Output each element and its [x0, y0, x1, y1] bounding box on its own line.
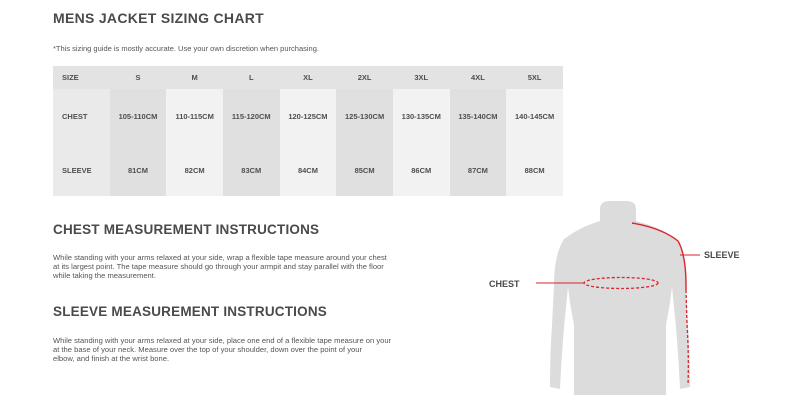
sleeve-label: SLEEVE — [704, 250, 740, 260]
disclaimer-note: *This sizing guide is mostly accurate. Use your own discretion when purchasing. — [53, 44, 319, 53]
sleeve-line: at the base of your neck. Measure over the top of your shoulder, down over the point of your — [53, 345, 362, 354]
sleeve-heading: SLEEVE MEASUREMENT INSTRUCTIONS — [53, 304, 327, 319]
table-cell: 115-120CM — [223, 89, 280, 144]
table-header-row — [53, 66, 563, 89]
header-cell: L — [223, 66, 280, 89]
chest-line: at its largest point. The tape measure should go through your armpit and stay parallel with the floor — [53, 262, 384, 271]
header-cell: 2XL — [336, 66, 393, 89]
header-cell: 3XL — [393, 66, 450, 89]
header-cell: XL — [280, 66, 337, 89]
header-cell: 5XL — [506, 66, 563, 89]
table-cell: 82CM — [166, 144, 223, 196]
table-cell: 110-115CM — [166, 89, 223, 144]
table-cell: 135-140CM — [450, 89, 507, 144]
table-cell: 83CM — [223, 144, 280, 196]
table-row — [53, 89, 563, 144]
chest-heading: CHEST MEASUREMENT INSTRUCTIONS — [53, 222, 320, 237]
sleeve-instructions — [53, 336, 513, 363]
sizing-table — [53, 66, 563, 196]
header-cell: S — [110, 66, 167, 89]
chest-line: while taking the measurement. — [53, 271, 156, 280]
header-cell: SIZE — [53, 66, 110, 89]
torso-figure — [480, 195, 800, 400]
chest-instructions — [53, 253, 513, 280]
sleeve-line: elbow, and finish at the wrist bone. — [53, 354, 170, 363]
table-row — [53, 144, 563, 196]
table-cell: 88CM — [506, 144, 563, 196]
chest-line: While standing with your arms relaxed at your side, wrap a flexible tape measure around your chest — [53, 253, 387, 262]
table-cell: 87CM — [450, 144, 507, 196]
chest-label: CHEST — [489, 279, 520, 289]
torso-silhouette — [550, 201, 690, 395]
page-title: MENS JACKET SIZING CHART — [53, 10, 264, 26]
sleeve-line: While standing with your arms relaxed at your side, place one end of a flexible tape measure on your — [53, 336, 392, 345]
table-cell: 85CM — [336, 144, 393, 196]
table-cell: 81CM — [110, 144, 167, 196]
table-cell: 120-125CM — [280, 89, 337, 144]
header-cell: M — [166, 66, 223, 89]
row-label: CHEST — [53, 89, 110, 144]
table-cell: 84CM — [280, 144, 337, 196]
row-label: SLEEVE — [53, 144, 110, 196]
table-cell: 105-110CM — [110, 89, 167, 144]
table-cell: 130-135CM — [393, 89, 450, 144]
table-cell: 140-145CM — [506, 89, 563, 144]
table-cell: 125-130CM — [336, 89, 393, 144]
header-cell: 4XL — [450, 66, 507, 89]
table-cell: 86CM — [393, 144, 450, 196]
